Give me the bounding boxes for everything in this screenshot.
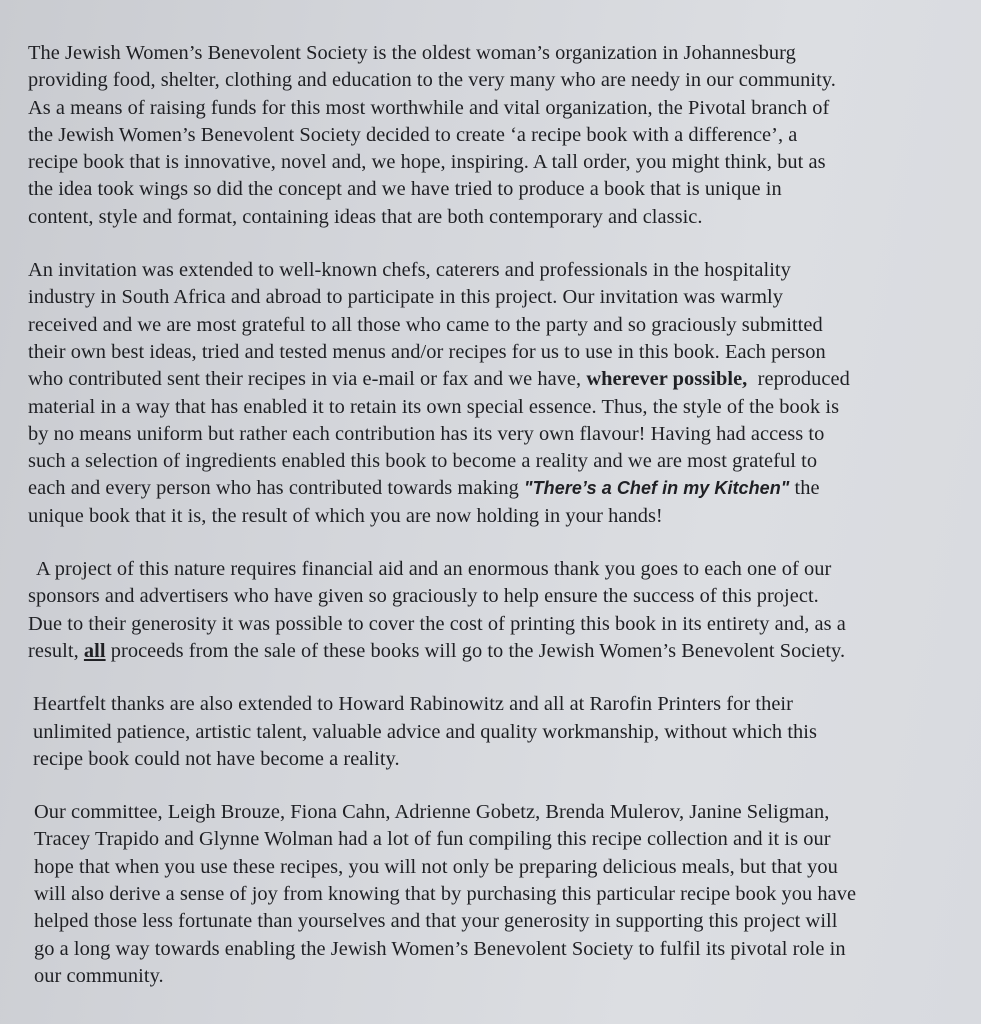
text-line: by no means uniform but rather each contribution has its very own flavour! Having had access to [28, 422, 825, 445]
text-line: received and we are most grateful to all those who came to the party and so graciously submitted [28, 313, 823, 336]
text-line: recipe book could not have become a reality. [33, 747, 400, 770]
paragraph-thanks [28, 691, 951, 773]
text-line: unlimited patience, artistic talent, valuable advice and quality workmanship, without which this [33, 720, 817, 743]
text-line: Our committee, Leigh Brouze, Fiona Cahn, Adrienne Gobetz, Brenda Mulerov, Janine Seligman, [34, 801, 830, 824]
text-line: industry in South Africa and abroad to participate in this project. Our invitation was warmly [28, 286, 783, 309]
paragraph-invitation [28, 257, 951, 530]
text-segment: proceeds from the sale of these books will go to the Jewish Women’s Benevolent Society. [105, 639, 846, 662]
text-segment: the [789, 477, 820, 500]
text-line: Heartfelt thanks are also extended to Howard Rabinowitz and all at Rarofin Printers for their [33, 693, 793, 716]
text-line: Due to their generosity it was possible to cover the cost of printing this book in its entirety and, as a [28, 612, 846, 635]
text-line: content, style and format, containing ideas that are both contemporary and classic. [28, 205, 703, 228]
text-segment: result, [28, 639, 84, 662]
text-line: recipe book that is innovative, novel and, we hope, inspiring. A tall order, you might think, but as [28, 151, 826, 174]
text-line: the idea took wings so did the concept and we have tried to produce a book that is unique in [28, 178, 782, 201]
text-line [28, 638, 951, 665]
paragraph-committee [28, 799, 951, 990]
text-line: material in a way that has enabled it to retain its own special essence. Thus, the style of the book is [28, 395, 840, 418]
text-line: helped those less fortunate than yourselves and that your generosity in supporting this project will [34, 910, 838, 933]
text-line: providing food, shelter, clothing and education to the very many who are needy in our community. [28, 69, 836, 92]
paragraph-sponsors [28, 556, 951, 665]
text-line: hope that when you use these recipes, you will not only be preparing delicious meals, but that you [34, 855, 838, 878]
text-segment: who contributed sent their recipes in via e-mail or fax and we have, [28, 368, 587, 391]
text-line: our community. [34, 964, 164, 987]
text-line: A project of this nature requires financial aid and an enormous thank you goes to each one of our [36, 558, 832, 581]
book-title: "There’s a Chef in my Kitchen" [524, 478, 790, 499]
text-line: An invitation was extended to well-known chefs, caterers and professionals in the hospitality [28, 259, 791, 282]
text-line: go a long way towards enabling the Jewish Women’s Benevolent Society to fulfil its pivotal role in [34, 937, 846, 960]
bold-emphasis: wherever possible, [586, 368, 748, 391]
underlined-emphasis: all [83, 639, 106, 662]
text-line: sponsors and advertisers who have given so graciously to help ensure the success of this project. [28, 585, 819, 608]
text-segment: each and every person who has contributed towards making [28, 477, 525, 500]
text-segment: reproduced [747, 368, 850, 391]
text-line: the Jewish Women’s Benevolent Society decided to create ‘a recipe book with a difference’, a [28, 123, 798, 146]
text-line: The Jewish Women’s Benevolent Society is the oldest woman’s organization in Johannesburg [28, 42, 796, 64]
text-line: Tracey Trapido and Glynne Wolman had a lot of fun compiling this recipe collection and it is our [34, 828, 831, 851]
text-line: their own best ideas, tried and tested menus and/or recipes for us to use in this book. Each person [28, 340, 826, 363]
text-line: As a means of raising funds for this most worthwhile and vital organization, the Pivotal branch of [28, 96, 830, 119]
text-line: such a selection of ingredients enabled this book to become a reality and we are most grateful to [28, 450, 818, 473]
text-line [28, 475, 951, 502]
text-line [28, 366, 951, 393]
text-line: will also derive a sense of joy from knowing that by purchasing this particular recipe book you have [34, 883, 857, 906]
paragraph-introduction [28, 40, 951, 231]
text-line: unique book that it is, the result of which you are now holding in your hands! [28, 504, 663, 527]
